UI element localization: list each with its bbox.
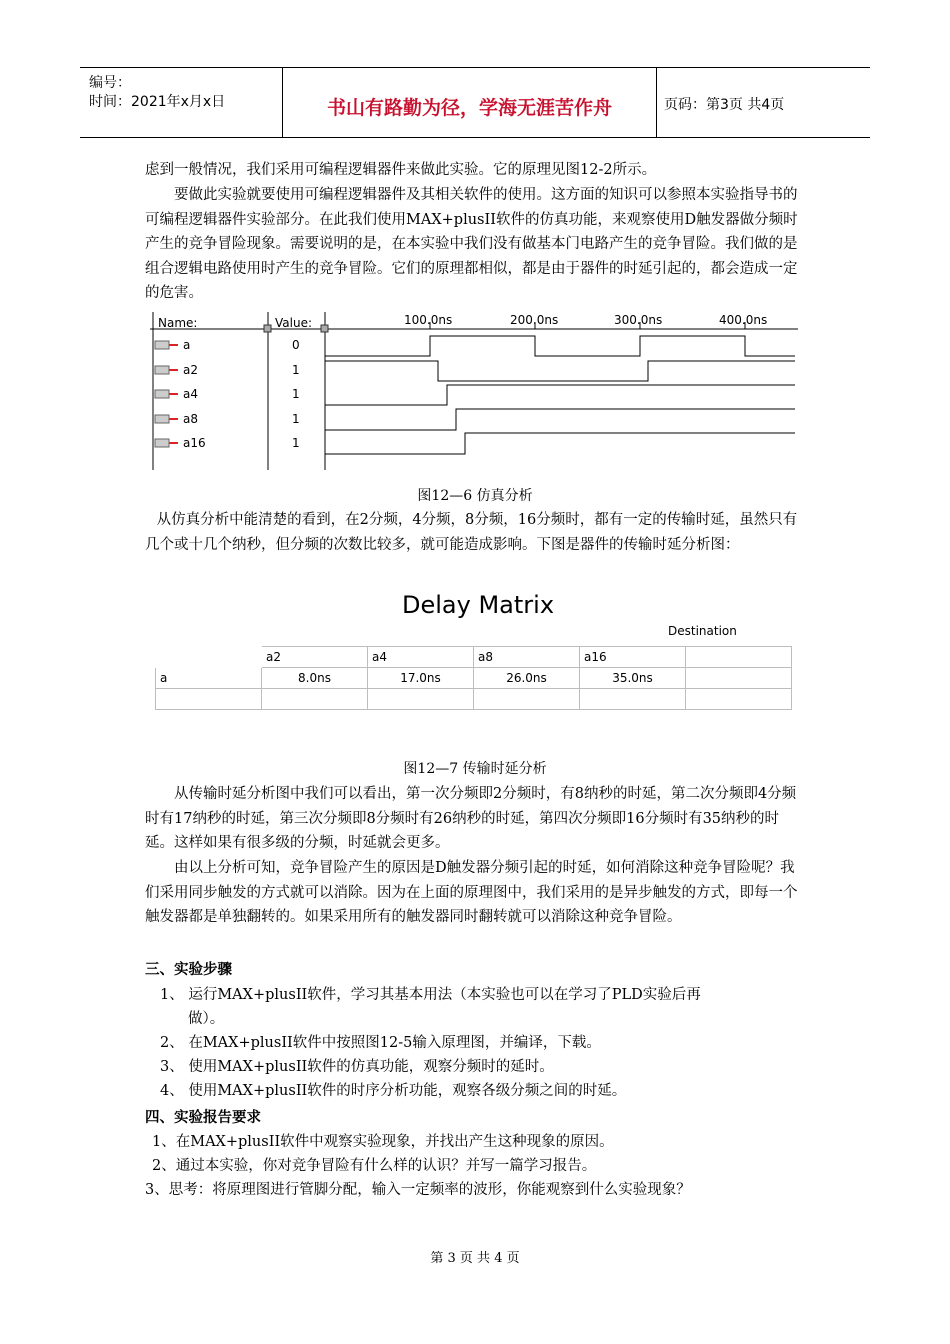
destination-label: Destination xyxy=(668,624,737,638)
page-header xyxy=(80,67,870,138)
delay-value: 35.0ns xyxy=(580,668,686,689)
signal-row-a4 xyxy=(155,385,795,405)
signal-value: 0 xyxy=(292,338,300,352)
empty-cell xyxy=(580,689,686,710)
time-label: 时间：2021年x月x日 xyxy=(89,94,226,110)
column-header: a16 xyxy=(580,647,686,668)
step-4: 4、 使用MAX+plusII软件的时序分析功能，观察各级分频之间的时延。 xyxy=(160,1083,627,1099)
signal-name: a8 xyxy=(183,412,198,426)
signal-row-a8 xyxy=(155,409,795,430)
delay-value: 26.0ns xyxy=(474,668,580,689)
empty-cell xyxy=(686,647,792,668)
paragraph-5: 由以上分析可知，竞争冒险产生的原因是D触发器分频引起的时延，如何消除这种竞争冒险呢？我们采用同步触发的方式就可以消除。因为在上面的原理图中，我们采用的是异步触发的方式，即每一个触发器都是单独翻转的。如果采用所有的触发器同时翻转就可以消除这种竞争冒险。 xyxy=(145,860,798,925)
paragraph-4: 从传输时延分析图中我们可以看出，第一次分频即2分频时，有8纳秒的时延，第二次分频即4分频时有17纳秒的时延，第三次分频即8分频时有26纳秒的时延，第四次分频即16分频时有35纳秒的时延。这样如果有很多级的分频，时延就会更多。 xyxy=(145,786,797,851)
output-pin-icon xyxy=(155,415,169,423)
signal-name: a xyxy=(183,338,191,352)
step-2: 2、 在MAX+plusII软件中按照图12-5输入原理图，并编译，下载。 xyxy=(160,1035,601,1051)
signal-row-a xyxy=(155,336,795,356)
section-4-title: 四、实验报告要求 xyxy=(145,1110,261,1126)
empty-cell xyxy=(686,689,792,710)
waveform-a4 xyxy=(325,385,795,405)
waveform-a xyxy=(325,336,795,356)
time-axis xyxy=(404,313,767,329)
empty-cell xyxy=(262,689,368,710)
waveform-a2 xyxy=(325,361,795,381)
delay-matrix-title: Delay Matrix xyxy=(402,591,555,619)
signal-name: a4 xyxy=(183,387,198,401)
section-3-title: 三、实验步骤 xyxy=(145,962,232,978)
step-3: 3、 使用MAX+plusII软件的仿真功能，观察分频时的延时。 xyxy=(160,1059,554,1075)
table-row xyxy=(156,689,792,710)
signal-value: 1 xyxy=(292,363,300,377)
tick-400ns: 400.0ns xyxy=(719,313,768,327)
empty-cell xyxy=(156,689,262,710)
paragraph-3: 从仿真分析中能清楚的看到，在2分频，4分频，8分频，16分频时，都有一定的传输时延，虽然只有几个或十几个纳秒，但分频的次数比较多，就可能造成影响。下图是器件的传输时延分析图： xyxy=(145,512,798,553)
empty-cell xyxy=(368,689,474,710)
empty-cell xyxy=(474,689,580,710)
tick-200ns: 200.0ns xyxy=(510,313,559,327)
delay-matrix-table xyxy=(155,646,792,710)
empty-cell xyxy=(686,668,792,689)
header-center xyxy=(282,68,657,137)
page-footer: 第 3 页 共 4 页 xyxy=(430,1251,520,1266)
table-row xyxy=(156,668,792,689)
output-pin-icon xyxy=(155,390,169,398)
serial-label: 编号： xyxy=(89,75,131,91)
corner-cell xyxy=(156,647,262,668)
signal-name: a2 xyxy=(183,363,198,377)
input-pin-icon xyxy=(155,341,169,349)
paragraph-1: 虑到一般情况，我们采用可编程逻辑器件来做此实验。它的原理见图12-2所示。 xyxy=(145,162,657,178)
output-pin-icon xyxy=(155,439,169,447)
column-header: a2 xyxy=(262,647,368,668)
paragraph-2: 要做此实验就要使用可编程逻辑器件及其相关软件的使用。这方面的知识可以参照本实验指导书的可编程逻辑器件实验部分。在此我们使用MAX+plusII软件的仿真功能，来观察使用D触发器做分频时产生的竞争冒险现象。需要说明的是，在本实验中我们没有做基本门电路产生的竞争冒险。我们做的是组合逻辑电路使用时产生的竞争冒险。它们的原理都相似，都是由于器件的时延引起的，都会造成一定的危害。 xyxy=(145,187,798,301)
header-right xyxy=(656,68,870,137)
row-label: a xyxy=(156,668,262,689)
column-header: a4 xyxy=(368,647,474,668)
requirement-2: 2、通过本实验，你对竞争冒险有什么样的认识？并写一篇学习报告。 xyxy=(152,1158,597,1174)
delay-value: 8.0ns xyxy=(262,668,368,689)
step-1-cont: 做）。 xyxy=(188,1011,225,1027)
motto: 书山有路勤为径，学海无涯苦作舟 xyxy=(326,97,612,119)
table-header-row xyxy=(156,647,792,668)
figure-caption-12-6: 图12—6 仿真分析 xyxy=(417,488,533,504)
value-header: Value: xyxy=(275,316,312,330)
signal-row-a2 xyxy=(155,361,795,381)
figure-caption-12-7: 图12—7 传输时延分析 xyxy=(403,761,547,777)
delay-value: 17.0ns xyxy=(368,668,474,689)
signal-value: 1 xyxy=(292,387,300,401)
name-header: Name: xyxy=(158,316,198,330)
signal-name: a16 xyxy=(183,436,206,450)
signal-value: 1 xyxy=(292,412,300,426)
output-pin-icon xyxy=(155,366,169,374)
waveform-a16 xyxy=(325,433,795,454)
waveform-a8 xyxy=(325,409,795,430)
header-left xyxy=(80,68,282,137)
page-label: 页码：第3页 共4页 xyxy=(664,97,785,113)
tick-100ns: 100.0ns xyxy=(404,313,453,327)
signal-value: 1 xyxy=(292,436,300,450)
waveform-figure xyxy=(150,312,798,470)
requirement-3: 3、思考：将原理图进行管脚分配，输入一定频率的波形，你能观察到什么实验现象？ xyxy=(145,1182,691,1198)
column-header: a8 xyxy=(474,647,580,668)
tick-300ns: 300.0ns xyxy=(614,313,663,327)
signal-row-a16 xyxy=(155,433,795,454)
step-1: 1、 运行MAX+plusII软件，学习其基本用法（本实验也可以在学习了PLD实验后再 xyxy=(160,987,701,1003)
requirement-1: 1、在MAX+plusII软件中观察实验现象，并找出产生这种现象的原因。 xyxy=(152,1134,614,1150)
